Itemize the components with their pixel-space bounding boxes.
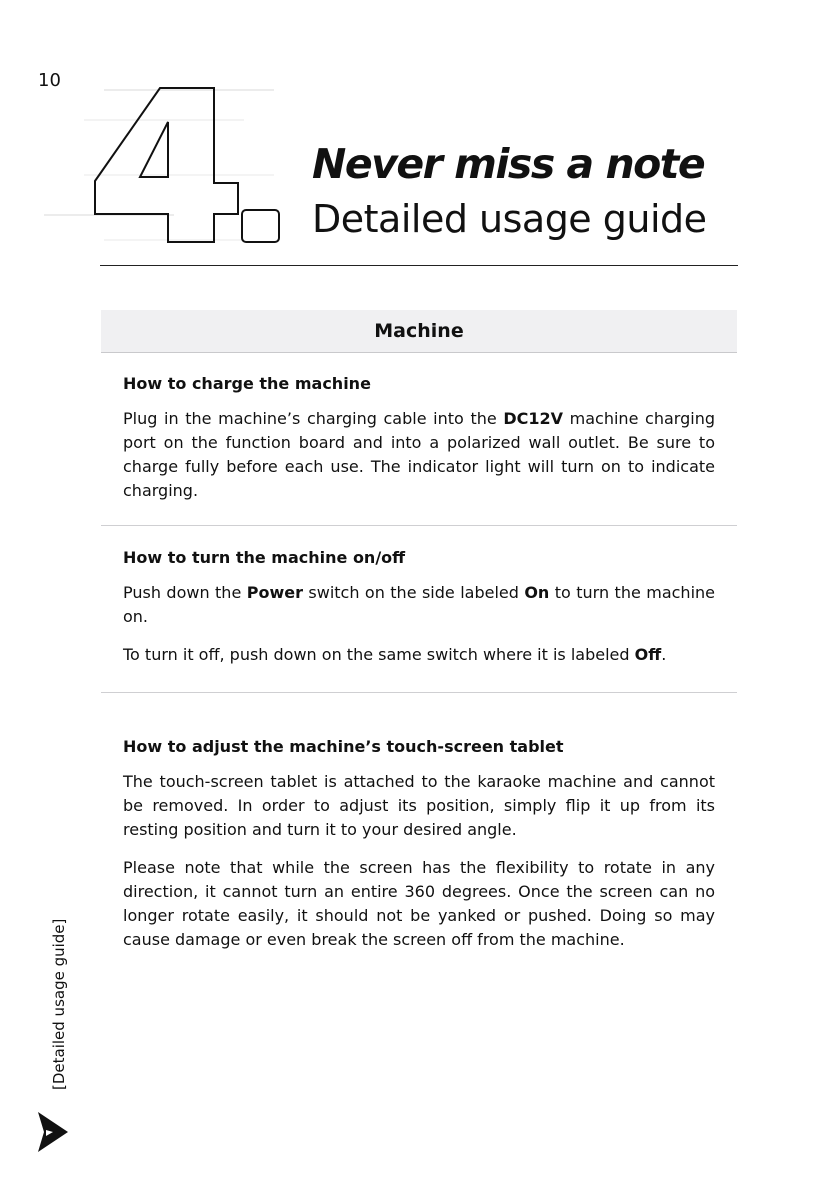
topic-paragraph: To turn it off, push down on the same switch where it is labeled Off. bbox=[123, 645, 667, 664]
topic-heading: How to turn the machine on/off bbox=[123, 548, 406, 567]
topic-heading: How to charge the machine bbox=[123, 374, 371, 393]
chapter-title bbox=[312, 140, 782, 244]
topic-paragraph: Plug in the machine’s charging cable into the DC12V machine charging port on the function board and into a polarized wall outlet. Be sure to charge fully before each use. The indicator light will turn on to indicate charging. bbox=[123, 409, 715, 500]
title-divider bbox=[100, 265, 738, 266]
topic-power bbox=[123, 548, 715, 681]
topic-paragraph: The touch-screen tablet is attached to the karaoke machine and cannot be removed. In order to adjust its position, simply flip it up from its resting position and turn it to your desired angle. bbox=[123, 772, 715, 839]
chapter-number bbox=[44, 80, 294, 250]
topic-charge bbox=[123, 374, 715, 517]
topic-heading: How to adjust the machine’s touch-screen tablet bbox=[123, 737, 564, 756]
divider bbox=[101, 525, 737, 526]
topic-touchscreen bbox=[123, 737, 715, 966]
page-number: 10 bbox=[38, 70, 61, 91]
side-label: [Detailed usage guide] bbox=[50, 918, 68, 1090]
topic-paragraph: Please note that while the screen has the flexibility to rotate in any direction, it cannot turn an entire 360 degrees. Once the screen can no longer rotate easily, it should not be yanked or pushed. Doing so may cause damage or even break the screen off from the machine. bbox=[123, 858, 715, 949]
chapter-title-main: Never miss a note bbox=[312, 140, 705, 188]
section-header bbox=[101, 310, 737, 353]
topic-paragraph: Push down the Power switch on the side labeled On to turn the machine on. bbox=[123, 583, 715, 626]
divider bbox=[101, 692, 737, 693]
brand-logo-icon bbox=[36, 1110, 70, 1154]
chapter-title-sub: Detailed usage guide bbox=[312, 197, 707, 241]
section-heading: Machine bbox=[374, 320, 464, 342]
